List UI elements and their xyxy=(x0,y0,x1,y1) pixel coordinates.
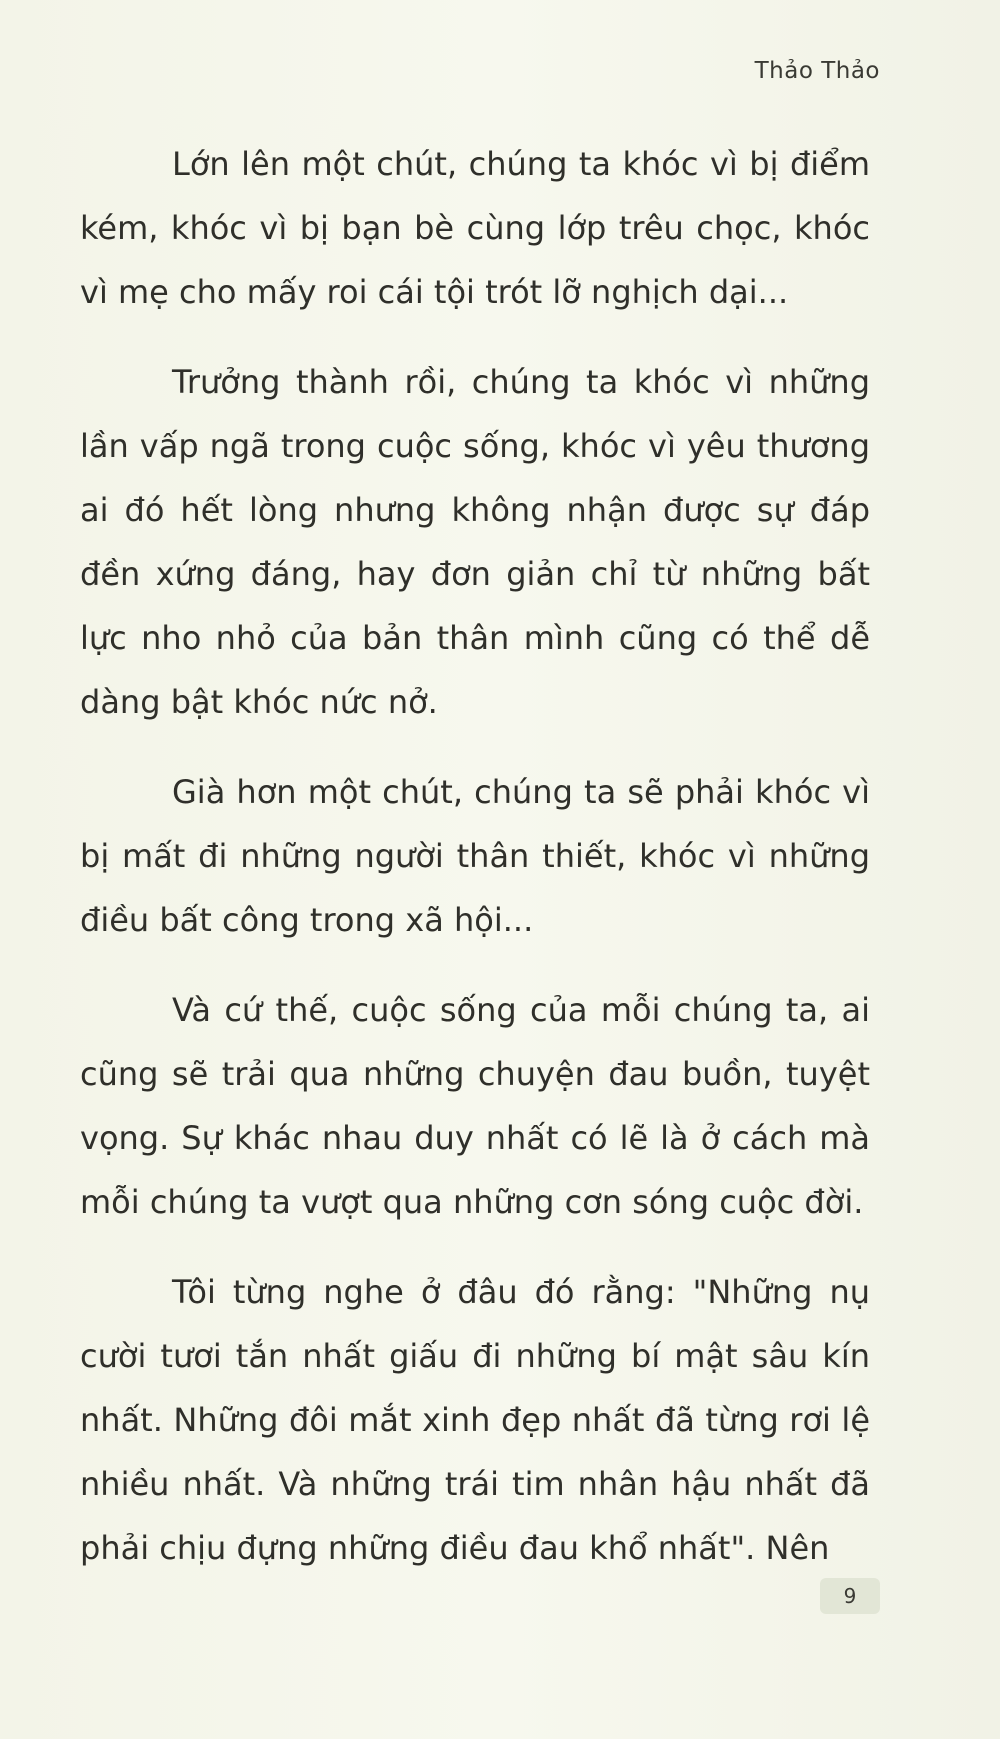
paragraph: Lớn lên một chút, chúng ta khóc vì bị điểm kém, khóc vì bị bạn bè cùng lớp trêu chọc, khóc vì mẹ cho mấy roi cái tội trót lỡ nghịch dại... xyxy=(80,145,870,311)
paragraph: Tôi từng nghe ở đâu đó rằng: "Những nụ cười tươi tắn nhất giấu đi những bí mật sâu kín nhất. Những đôi mắt xinh đẹp nhất đã từng rơi lệ nhiều nhất. Và những trái tim nhân hậu nhất đã phải chịu đựng những điều đau khổ nhất". Nên xyxy=(80,1273,870,1567)
paragraph: Và cứ thế, cuộc sống của mỗi chúng ta, ai cũng sẽ trải qua những chuyện đau buồn, tuyệt vọng. Sự khác nhau duy nhất có lẽ là ở cách mà mỗi chúng ta vượt qua những cơn sóng cuộc đời. xyxy=(80,991,870,1221)
page-number: 9 xyxy=(843,1584,857,1608)
body-text xyxy=(80,132,870,1606)
paragraph: Già hơn một chút, chúng ta sẽ phải khóc vì bị mất đi những người thân thiết, khóc vì những điều bất công trong xã hội... xyxy=(80,773,870,939)
paragraph: Trưởng thành rồi, chúng ta khóc vì những lần vấp ngã trong cuộc sống, khóc vì yêu thương ai đó hết lòng nhưng không nhận được sự đáp đền xứng đáng, hay đơn giản chỉ từ những bất lực nho nhỏ của bản thân mình cũng có thể dễ dàng bật khóc nức nở. xyxy=(80,363,870,721)
page-number-box xyxy=(820,1578,880,1614)
running-head-author: Thảo Thảo xyxy=(754,58,880,84)
